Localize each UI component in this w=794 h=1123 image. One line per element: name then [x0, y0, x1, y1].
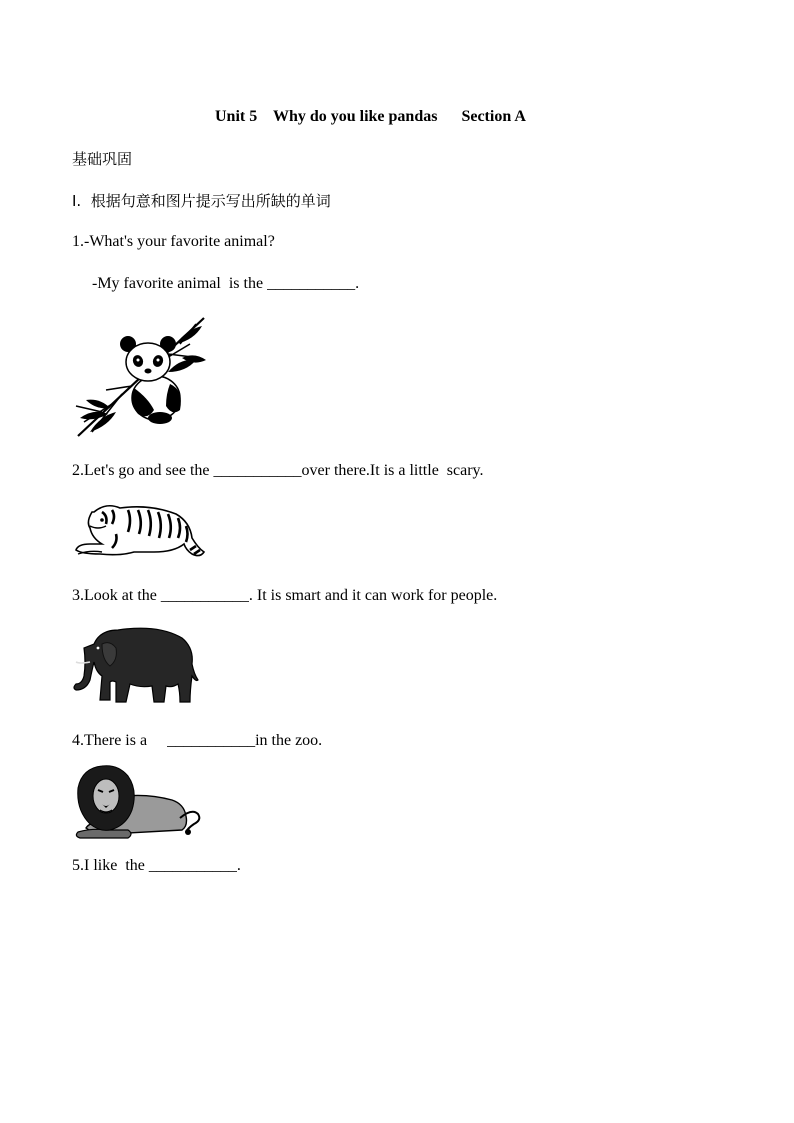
question-1-line-2: -My favorite animal is the ___________. [92, 275, 360, 292]
question-3-line-1: 3.Look at the ___________. It is smart and it can work for people. [72, 587, 498, 604]
question-5-line-1: 5.I like the ___________. [72, 857, 241, 874]
question-1-line-1: 1.-What's your favorite animal? [72, 233, 275, 250]
question-4-line-1: 4.There is a ___________in the zoo. [72, 732, 323, 749]
lion-icon [72, 762, 202, 842]
elephant-icon [72, 624, 200, 706]
panda-icon [72, 314, 208, 440]
question-2-line-1: 2.Let's go and see the ___________over there.It is a little scary. [72, 462, 484, 479]
section-label: 基础巩固 [72, 150, 133, 168]
tiger-icon [72, 498, 206, 564]
part-instruction: I. 根据句意和图片提示写出所缺的单词 [72, 192, 331, 210]
page-title: Unit 5 Why do you like pandas Section A [215, 108, 526, 125]
